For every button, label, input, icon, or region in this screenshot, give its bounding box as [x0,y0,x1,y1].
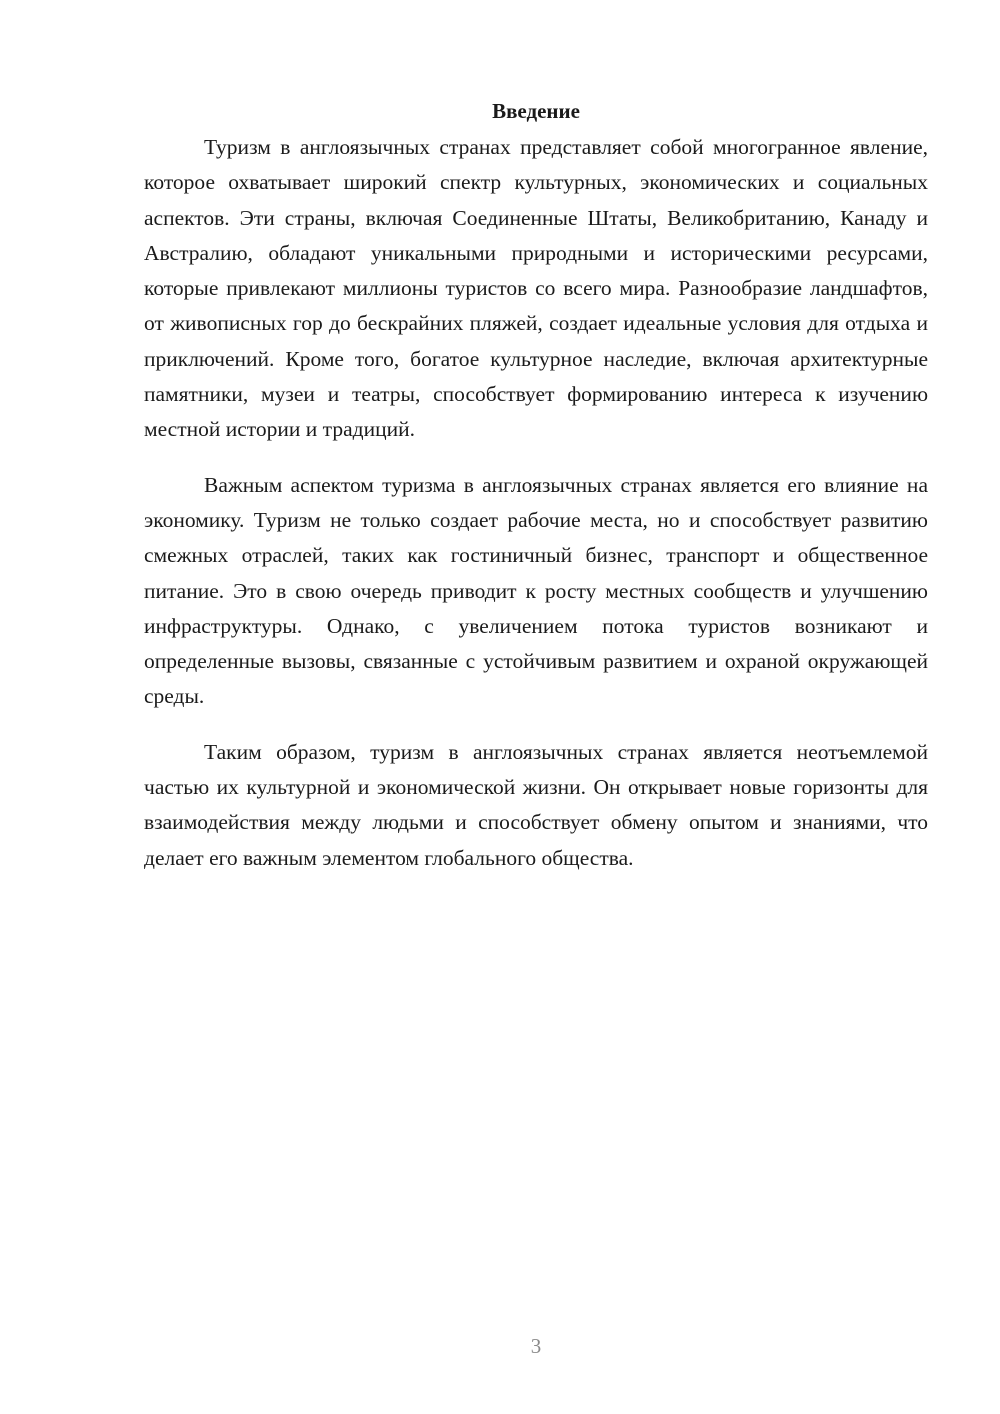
page-content [144,96,928,876]
paragraph-1: Туризм в англоязычных странах представляет собой многогранное явление, которое охватывает широкий спектр культурных, экономических и социальных аспектов. Эти страны, включая Соединенные Штаты, Великобританию, Канаду и Австралию, обладают уникальными природными и историческими ресурсами, которые привлекают миллионы туристов со всего мира. Разнообразие ландшафтов, от живописных гор до бескрайних пляжей, создает идеальные условия для отдыха и приключений. Кроме того, богатое культурное наследие, включая архитектурные памятники, музеи и театры, способствует формированию интереса к изучению местной истории и традиций. [144,135,928,442]
page-number: 3 [530,1334,542,1358]
page-title: Введение [492,99,580,123]
paragraph-2: Важным аспектом туризма в англоязычных странах является его влияние на экономику. Туризм не только создает рабочие места, но и способствует развитию смежных отраслей, таких как гостиничный бизнес, транспорт и общественное питание. Это в свою очередь приводит к росту местных сообществ и улучшению инфраструктуры. Однако, с увеличением потока туристов возникают и определенные вызовы, связанные с устойчивым развитием и охраной окружающей среды. [144,472,928,709]
paragraph-3: Таким образом, туризм в англоязычных странах является неотъемлемой частью их культурной и экономической жизни. Он открывает новые горизонты для взаимодействия между людьми и способствует обмену опытом и знаниями, что делает его важным элементом глобального общества. [144,739,928,870]
